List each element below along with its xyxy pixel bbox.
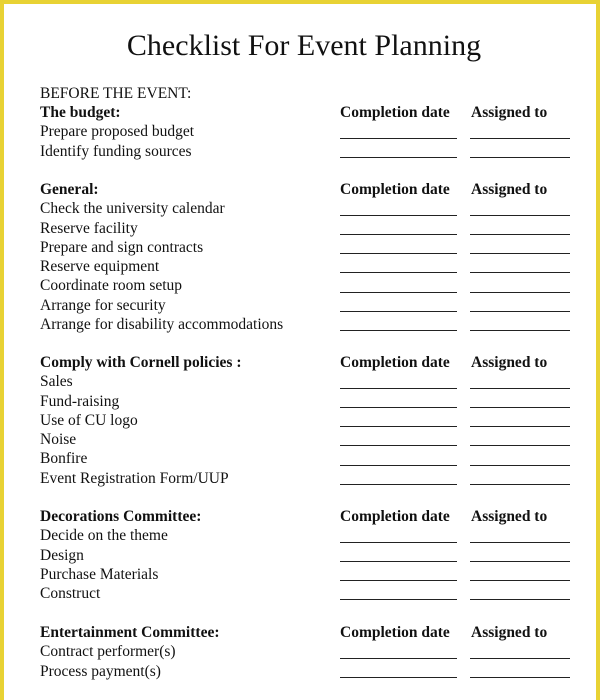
checklist-item-label: Reserve equipment [40, 258, 160, 276]
assigned-to-blank[interactable] [470, 542, 570, 543]
checklist-item-label: Check the university calendar [40, 200, 225, 218]
checklist-item-row [4, 449, 600, 468]
assigned-to-blank[interactable] [470, 234, 570, 235]
completion-date-blank[interactable] [340, 580, 457, 581]
checklist-item-label: Prepare proposed budget [40, 123, 195, 141]
assigned-to-blank[interactable] [470, 407, 570, 408]
completion-date-header: Completion date [340, 354, 450, 371]
assigned-to-blank[interactable] [470, 292, 570, 293]
section-heading: General: [40, 181, 99, 198]
checklist-item-label: Contract performer(s) [40, 643, 176, 661]
assigned-to-blank[interactable] [470, 426, 570, 427]
completion-date-header: Completion date [340, 508, 450, 525]
checklist-item-label: Decide on the theme [40, 527, 168, 545]
checklist-item-row [4, 662, 600, 681]
checklist-item-row [4, 546, 600, 565]
checklist-item-label: Bonfire [40, 450, 88, 468]
checklist-item-row [4, 238, 600, 257]
section-header-row [4, 180, 600, 199]
checklist-item-row [4, 142, 600, 161]
assigned-to-blank[interactable] [470, 561, 570, 562]
section-heading: Decorations Committee: [40, 508, 202, 525]
assigned-to-blank[interactable] [470, 138, 570, 139]
assigned-to-header: Assigned to [471, 354, 548, 371]
assigned-to-header: Assigned to [471, 104, 548, 121]
page-title: Checklist For Event Planning [126, 29, 482, 62]
completion-date-header: Completion date [340, 181, 450, 198]
assigned-to-blank[interactable] [470, 311, 570, 312]
assigned-to-header: Assigned to [471, 181, 548, 198]
assigned-to-blank[interactable] [470, 388, 570, 389]
assigned-to-blank[interactable] [470, 445, 570, 446]
completion-date-blank[interactable] [340, 561, 457, 562]
assigned-to-blank[interactable] [470, 484, 570, 485]
checklist-item-label: Arrange for disability accommodations [40, 316, 284, 334]
section-header-row [4, 623, 600, 642]
completion-date-blank[interactable] [340, 292, 457, 293]
checklist-item-row [4, 392, 600, 411]
assigned-to-header: Assigned to [471, 508, 548, 525]
checklist-item-row [4, 257, 600, 276]
completion-date-blank[interactable] [340, 465, 457, 466]
completion-date-blank[interactable] [340, 484, 457, 485]
checklist-item-label: Use of CU logo [40, 411, 138, 429]
assigned-to-header: Assigned to [471, 624, 548, 641]
assigned-to-blank[interactable] [470, 599, 570, 600]
section-heading: The budget: [40, 104, 121, 121]
checklist-section [4, 507, 600, 603]
checklist-item-row [4, 411, 600, 430]
completion-date-blank[interactable] [340, 234, 457, 235]
checklist-item-row [4, 219, 600, 238]
assigned-to-blank[interactable] [470, 658, 570, 659]
assigned-to-blank[interactable] [470, 677, 570, 678]
checklist-item-label: Design [40, 546, 84, 564]
checklist-item-label: Reserve facility [40, 219, 138, 237]
section-header-row [4, 507, 600, 526]
checklist-item-row [4, 372, 600, 391]
checklist-item-label: Process payment(s) [40, 662, 161, 680]
checklist-item-label: Event Registration Form/UUP [40, 469, 229, 487]
checklist-item-label: Fund-raising [40, 392, 120, 410]
section-heading: Entertainment Committee: [40, 624, 220, 641]
completion-date-blank[interactable] [340, 330, 457, 331]
completion-date-blank[interactable] [340, 311, 457, 312]
checklist-section [4, 103, 600, 161]
completion-date-header: Completion date [340, 104, 450, 121]
completion-date-blank[interactable] [340, 426, 457, 427]
checklist-item-row [4, 565, 600, 584]
checklist-item-label: Purchase Materials [40, 565, 159, 583]
checklist-section [4, 353, 600, 488]
checklist-item-label: Sales [40, 373, 73, 391]
assigned-to-blank[interactable] [470, 253, 570, 254]
checklist-item-row [4, 584, 600, 603]
checklist-item-row [4, 122, 600, 141]
before-event-label: BEFORE THE EVENT: [40, 85, 192, 102]
checklist-item-row [4, 526, 600, 545]
checklist-item-row [4, 276, 600, 295]
completion-date-blank[interactable] [340, 542, 457, 543]
completion-date-blank[interactable] [340, 272, 457, 273]
completion-date-blank[interactable] [340, 253, 457, 254]
completion-date-blank[interactable] [340, 138, 457, 139]
assigned-to-blank[interactable] [470, 272, 570, 273]
assigned-to-blank[interactable] [470, 580, 570, 581]
checklist-item-row [4, 469, 600, 488]
completion-date-blank[interactable] [340, 445, 457, 446]
completion-date-blank[interactable] [340, 388, 457, 389]
checklist-item-row [4, 296, 600, 315]
checklist-item-row [4, 642, 600, 661]
assigned-to-blank[interactable] [470, 465, 570, 466]
assigned-to-blank[interactable] [470, 330, 570, 331]
checklist-item-row [4, 315, 600, 334]
checklist-item-label: Noise [40, 431, 77, 449]
assigned-to-blank[interactable] [470, 215, 570, 216]
checklist-section [4, 180, 600, 334]
section-header-row [4, 353, 600, 372]
completion-date-blank[interactable] [340, 599, 457, 600]
checklist-item-label: Construct [40, 585, 101, 603]
assigned-to-blank[interactable] [470, 157, 570, 158]
completion-date-blank[interactable] [340, 677, 457, 678]
completion-date-blank[interactable] [340, 407, 457, 408]
checklist-item-label: Arrange for security [40, 296, 166, 314]
checklist-item-row [4, 199, 600, 218]
checklist-section [4, 623, 600, 681]
checklist-item-label: Coordinate room setup [40, 277, 183, 295]
section-header-row [4, 103, 600, 122]
checklist-item-label: Prepare and sign contracts [40, 238, 204, 256]
checklist-item-row [4, 430, 600, 449]
completion-date-blank[interactable] [340, 658, 457, 659]
checklist-item-label: Identify funding sources [40, 142, 192, 160]
completion-date-blank[interactable] [340, 157, 457, 158]
completion-date-header: Completion date [340, 624, 450, 641]
completion-date-blank[interactable] [340, 215, 457, 216]
section-heading: Comply with Cornell policies : [40, 354, 242, 371]
